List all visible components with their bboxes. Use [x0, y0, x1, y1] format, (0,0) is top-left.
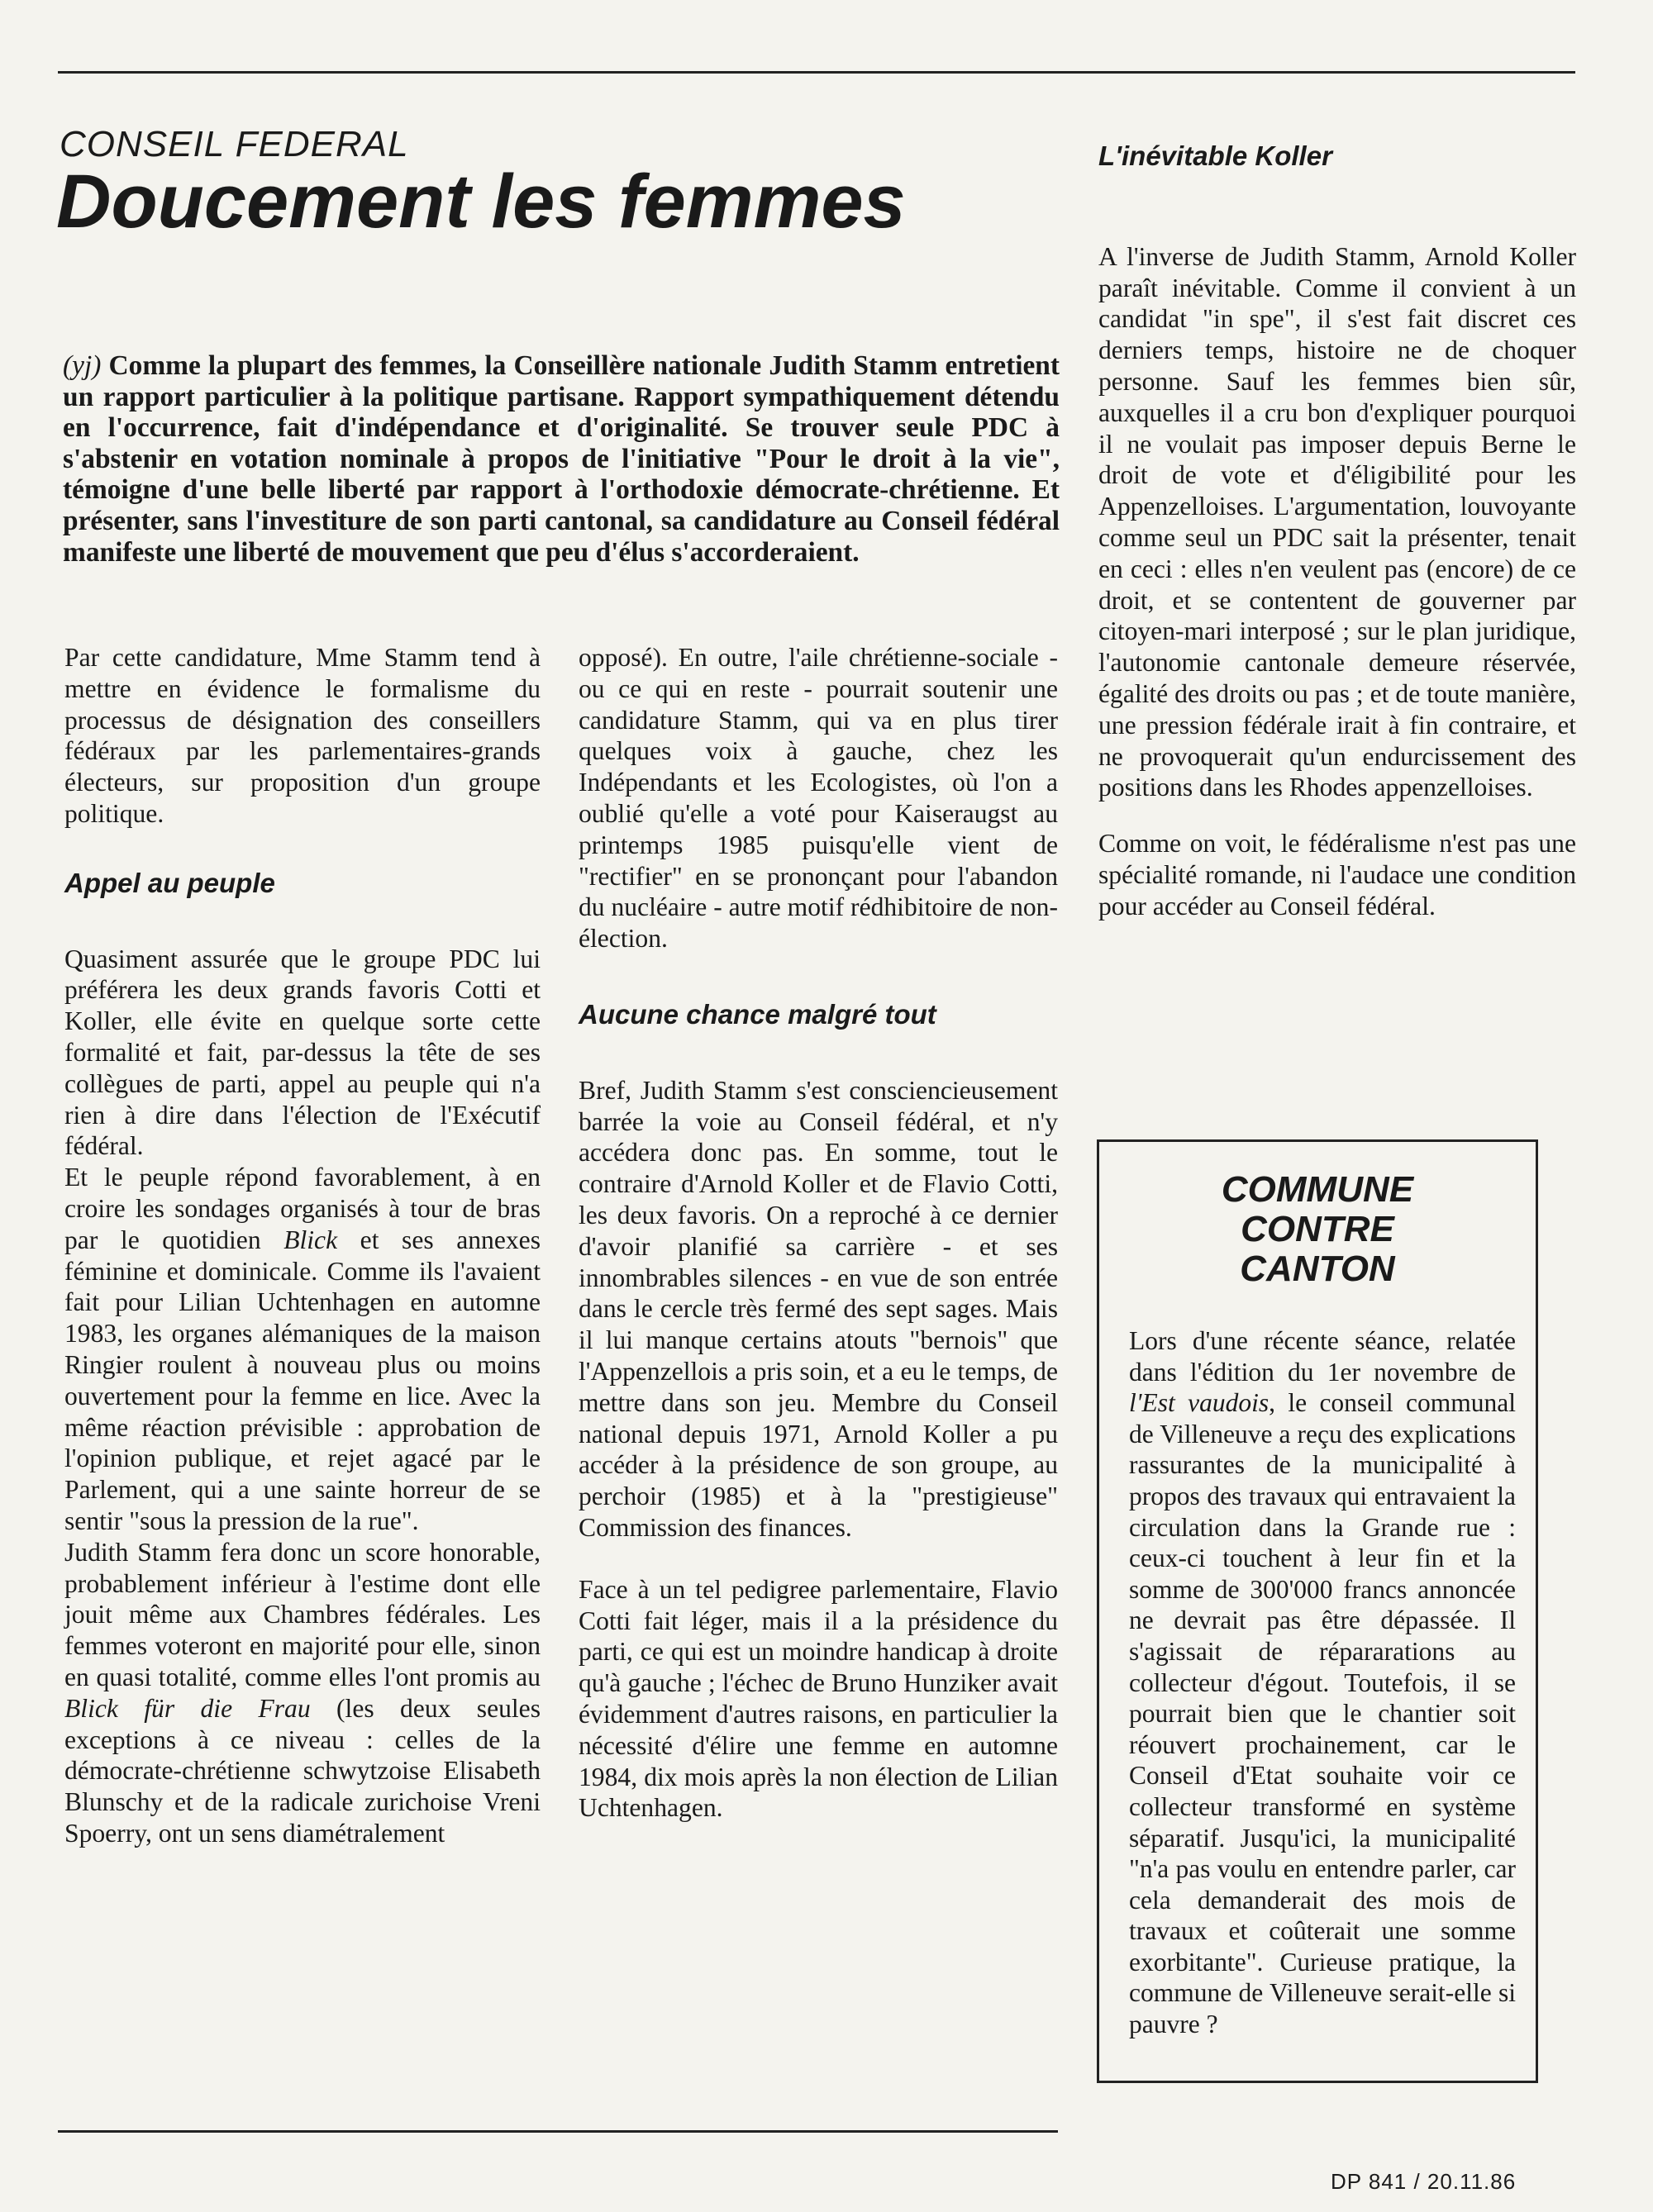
col3-paragraph-2: Comme on voit, le fédéralisme n'est pas une spécialité romande, ni l'audace une condition pour accéder au Conseil fédéral.	[1098, 829, 1576, 920]
newspaper-title: l'Est vaudois	[1129, 1388, 1270, 1418]
sidebar-body-text-b: , le conseil communal de Villeneuve a reçu des explications rassurantes de la municipalité à propos des travaux qui entravaient la circulation dans la Grande rue : ceux-ci touchent à leur fin et la somme de 300'000 francs annoncée ne devrait pas être dépassée. Il s'agissait de répararations au collecteur d'égout. Toutefois, il se pourrait bien que le chantier soit réouvert prochainement, car le Conseil d'Etat souhaite voir ce collecteur transformé en système séparatif. Jusqu'ici, la municipalité "n'a pas voulu en entendre parler, car cela demanderait des mois de travaux et coûterait une somme exorbitante". Curieuse pratique, la commune de Villeneuve serait-elle si pauvre ?	[1129, 1388, 1516, 2039]
bottom-rule	[58, 2130, 1058, 2133]
section-kicker: CONSEIL FEDERAL	[60, 124, 409, 164]
col2-paragraph-1: opposé). En outre, l'aile chrétienne-sociale - ou ce qui en reste - pourrait soutenir une candidature Stamm, qui va en plus tirer quelques voix à gauche, chez les Indépendants et les Ecologistes, où l'on a oublié qu'elle a voté pour Kaiseraugst au printemps 1985 puisqu'elle vient de "rectifier" en se prononçant pour l'abandon du nucléaire - autre motif rédhibitoire de non-élection.	[579, 643, 1058, 954]
sidebar-title-line-1: COMMUNE	[1221, 1169, 1414, 1210]
top-rule	[58, 71, 1575, 74]
col1-paragraph-3	[64, 1162, 541, 1537]
col1-p4-text-b: (les deux seules exceptions à ce niveau : celles de la démocrate-chrétienne schwytzoise Elisabeth Blunschy et de la radicale zurichoise Vreni Spoerry, ont un sens diamétralement	[64, 1693, 541, 1848]
byline: (yj)	[63, 350, 102, 381]
article-headline: Doucement les femmes	[56, 159, 906, 244]
col1-p3-text-a: Et le peuple répond favorablement, à en croire les sondages organisés à tour de bras par le quotidien	[64, 1163, 541, 1254]
lead-text: Comme la plupart des femmes, la Conseillère nationale Judith Stamm entretient un rapport particulier à la politique partisane. Rapport sympathiquement détendu en l'occurrence, fait d'indépendance et d'originalité. Se trouver seule PDC à s'abstenir en votation nominale à propos de l'initiative "Pour le droit à la vie", témoigne d'une belle liberté par rapport à l'orthodoxie démocrate-chrétienne. Et présenter, sans l'investiture de son parti cantonal, sa candidature au Conseil fédéral manifeste une liberté de mouvement que peu d'élus s'accorderaient.	[63, 350, 1060, 568]
column-2	[579, 642, 1058, 1824]
sidebar-box	[1097, 1139, 1538, 2083]
col2-paragraph-3: Face à un tel pedigree parlementaire, Flavio Cotti fait léger, mais il a la présidence du parti, ce qui est un moindre handicap à droite qu'à gauche ; l'échec de Bruno Hunziker avait évidemment d'autres raisons, en particulier la nécessité d'élire une femme en automne 1984, dix mois après la non élection de Lilian Uchtenhagen.	[579, 1574, 1058, 1823]
col1-paragraph-4	[64, 1537, 541, 1849]
col1-paragraph-1: Par cette candidature, Mme Stamm tend à mettre en évidence le formalisme du processus de désignation des conseillers fédéraux par les parlementaires-grands électeurs, sur proposition d'un groupe politique.	[64, 643, 541, 828]
col1-p4-text-a: Judith Stamm fera donc un score honorable, probablement inférieur à l'estime dont elle jouit même aux Chambres fédérales. Les femmes voteront en majorité pour elle, sinon en quasi totalité, comme elles l'ont promis au	[64, 1537, 541, 1691]
column-1	[64, 642, 541, 1849]
col3-paragraph-1: A l'inverse de Judith Stamm, Arnold Koller paraît inévitable. Comme il convient à un candidat "in spe", il s'est fait discret ces derniers temps, histoire ne de choquer personne. Sauf les femmes bien sûr, auxquelles il a cru bon d'expliquer pourquoi il ne voulait pas imposer depuis Berne le droit de vote et d'éligibilité pour les Appenzelloises. L'argumentation, louvoyante comme seul un PDC sait la présenter, tenait en ceci : elles n'en veulent pas (encore) de ce droit, et se contentent de gouverner par citoyen-mari interposé ; sur le plan juridique, l'autonomie cantonale demeure réservée, égalité des droits ou pas ; et de toute manière, une pression fédérale irait à fin contraire, et ne provoquerait qu'un endurcissement des positions dans les Rhodes appenzelloises.	[1098, 241, 1576, 802]
sidebar-body	[1129, 1325, 1516, 2040]
sidebar-title	[1099, 1170, 1536, 1289]
issue-number: DP 841 / 20.11.86	[1331, 2169, 1517, 2194]
sidebar-title-line-3: CANTON	[1240, 1249, 1395, 1289]
col2-paragraph-2: Bref, Judith Stamm s'est consciencieusement barrée la voie au Conseil fédéral, et n'y accédera donc pas. En somme, tout le contraire d'Arnold Koller et de Flavio Cotti, les deux favoris. On a reproché à ce dernier d'avoir planifié sa carrière - et ses innombrables silences - en vue de son entrée dans le cercle très fermé des sept sages. Mais il lui manque certains atouts "bernois" que l'Appenzellois a pris soin, et a eu le temps, de mettre dans son jeu. Membre du Conseil national depuis 1971, Arnold Koller a pu accéder à la présidence de son groupe, au perchoir (1985) et à la "prestigieuse" Commission des finances.	[579, 1075, 1058, 1542]
sidebar-title-line-2: CONTRE	[1241, 1209, 1394, 1249]
blick-title: Blick	[283, 1225, 338, 1254]
subhead-inevitable-koller: L'inévitable Koller	[1098, 140, 1332, 171]
blick-fur-die-frau-title: Blick für die Frau	[64, 1693, 311, 1723]
sidebar-body-text-a: Lors d'une récente séance, relatée dans l'édition du 1er novembre de	[1129, 1326, 1516, 1387]
subhead-aucune-chance: Aucune chance malgré tout	[579, 998, 936, 1030]
column-3	[1098, 140, 1576, 922]
col1-paragraph-2: Quasiment assurée que le groupe PDC lui préférera les deux grands favoris Cotti et Koller, elle évite en quelque sorte cette formalité et fait, par-dessus la tête de ses collègues de parti, appel au peuple qui n'a rien à dire dans l'élection de l'Exécutif fédéral.	[64, 944, 541, 1161]
col1-p3-text-b: et ses annexes féminine et dominicale. Comme ils l'avaient fait pour Lilian Uchtenhagen en automne 1983, les organes alémaniques de la maison Ringier roulent à nouveau plus ou moins ouvertement pour la femme en lice. Avec la même réaction prévisible : approbation de l'opinion publique, et rejet agacé par le Parlement, qui a une sainte horreur de se sentir "sous la pression de la rue".	[64, 1225, 541, 1535]
lead-paragraph	[63, 350, 1060, 568]
subhead-appel-au-peuple: Appel au peuple	[64, 867, 275, 898]
